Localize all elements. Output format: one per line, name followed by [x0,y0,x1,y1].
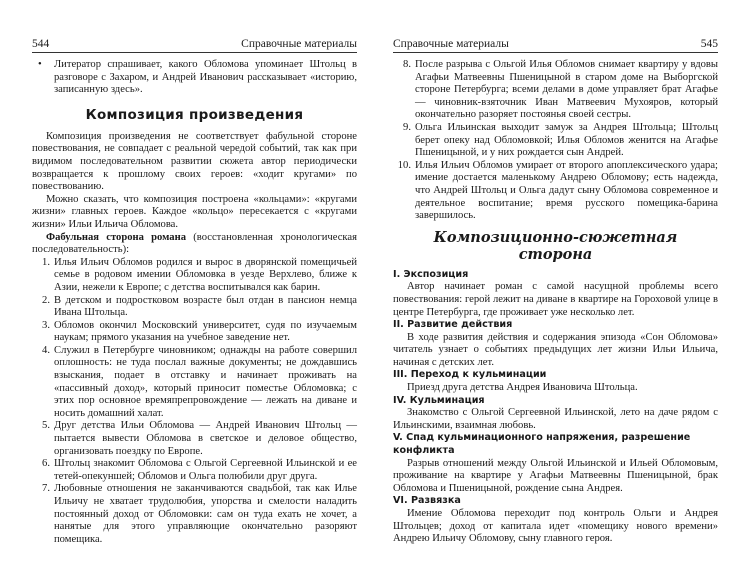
list-item: 5. Друг детства Ильи Обломова — Андрей Иванович Штольц — пытается вывести Обломова в светское и деловое общество, организовать поездку по Европе. [42,420,357,457]
right-running-title: Справочные материалы [393,38,509,50]
section-title: Композиция произведения [85,106,304,123]
list-item: 2. В детском и подростковом возрасте был отдан в пансион немца Ивана Штольца. [42,294,357,319]
paragraph: В ходе развития действия и содержания эпизода «Сон Обломова» читатель узнает о событиях предыдущих лет жизни Ильи Ильича, начиная с детских лет. [393,331,718,368]
list-item: 8. После разрыва с Ольгой Илья Обломов снимает квартиру у вдовы Агафьи Матвеевны Пшеницыной в старом доме на Выборгской стороне Петербурга; всеми делами в доме управляет брат Агафье — чиновник-взяточник Иван Матвеевич Мухояров, который окончательно разоряет постоянья своей сестры. [403,59,718,121]
left-running-header [32,38,357,53]
paragraph: Можно сказать, что композиция построена «кольцами»: «кругами жизни» главных героев. Каждое «кольцо» пересекается с «кругами жизни» Ильи Ильича Обломова. [32,193,357,230]
right-page-number: 545 [700,38,718,50]
paragraph: Разрыв отношений между Ольгой Ильинской и Ильей Обломовым, проживание на квартире у Агафьи Матвеевны Пшеницыной, брак Обломова и Пшеницыной, рождение сына Андрея. [393,457,718,494]
list-item: 9. Ольга Ильинская выходит замуж за Андрея Штольца; Штольц берет опеку над Обломовкой; Илья Обломов женится на Агафье Пшеницыной, и у них рождается сын Андрей. [403,121,718,159]
list-item: 1. Илья Ильич Обломов родился и вырос в дворянской помещичьей семье в родовом имении Обломовка в уезде Верхлево, ближе к Азии, нежели к Европе; с детства воспитывался как барин. [42,256,357,293]
list-item: 6. Штольц знакомит Обломова с Ольгой Сергеевной Ильинской и ее тетей-опекуншей; Обломов и Ольга полюбили друг друга. [42,458,357,482]
subsection-heading: II. Развитие действия [393,319,513,331]
right-running-header [393,38,718,53]
paragraph: Приезд друга детства Андрея Ивановича Штольца. [407,382,638,394]
paragraph: Имение Обломова переходит под контроль Ольги и Андрея Штольцев; доход от капитала идет «помещику нового времени» Андрею Ильичу Обломову, сыну главного героя. [393,508,718,545]
list-item: 10. Илья Ильич Обломов умирает от второго апоплексического удара; имение достается маленькому Андрею Обломову; есть надежда, что Андрей Штольц и Ольга дадут сыну Обломова современное и деятельное воспитание; время русского помещика-барина завершилось. [397,159,718,222]
subsection-heading: I. Экспозиция [393,268,469,280]
bullet-icon: • [38,59,42,70]
left-running-title: Справочные материалы [241,38,357,50]
subsection-heading: III. Переход к кульминации [393,369,547,381]
left-page-number: 544 [32,38,50,50]
list-item: 3. Обломов окончил Московский университет, судя по изучаемым наукам; прямого указания на учебное заведение нет. [42,319,357,344]
bullet-item: • Литератор спрашивает, какого Обломова упоминает Штольц в разговоре с Захаром, и Андрей Иванович рассказывает «историю, записанную здесь». [38,59,357,96]
paragraph: Фабульная сторона романа (восстановленная хронологическая последовательность): [32,231,357,256]
subsection-heading: IV. Кульминация [393,394,485,406]
subsection-heading: VI. Развязка [393,495,461,507]
paragraph: Знакомство с Ольгой Сергеевной Ильинской, лето на даче рядом с Ильинскими, взаимная любовь. [393,407,718,431]
list-item: 7. Любовные отношения не заканчиваются свадьбой, так как Илье Ильичу не хватает трудолюбия, упорства и смелости наладить постоянный доход от Обломовки: сам он туда ехать не хочет, а нанятые для этого управляющие окончательно разоряют помещика. [42,483,357,545]
subsection-heading: V. Спад кульминационного напряжения, разрешение конфликта [393,432,691,457]
right-page [375,0,750,582]
paragraph: Композиция произведения не соответствует фабульной стороне повествования, не совпадает с реальной чередой событий, так как при видимом последовательном развитии сюжета автор периодически возвращается к прошлому своих героев: «ходит кругами» по повествованию. [32,130,357,193]
paragraph: Автор начинает роман с самой насущной проблемы всего повествования: герой лежит на диване в квартире на Гороховой улице в центре Петербурга, где проживает уже несколько лет. [393,281,718,318]
section-title: Композиционно-сюжетная сторона [433,228,678,263]
list-item: 4. Служил в Петербурге чиновником; однажды на работе совершил оплошность: не туда послал важные документы; не дождавшись взыскания, подает в отставку и начинает проживать на «пассивный доход», который приносит поместье Обломовка; с этих пор основное времяпрепровождение — лежать на диване и носить домашний халат. [42,344,357,419]
